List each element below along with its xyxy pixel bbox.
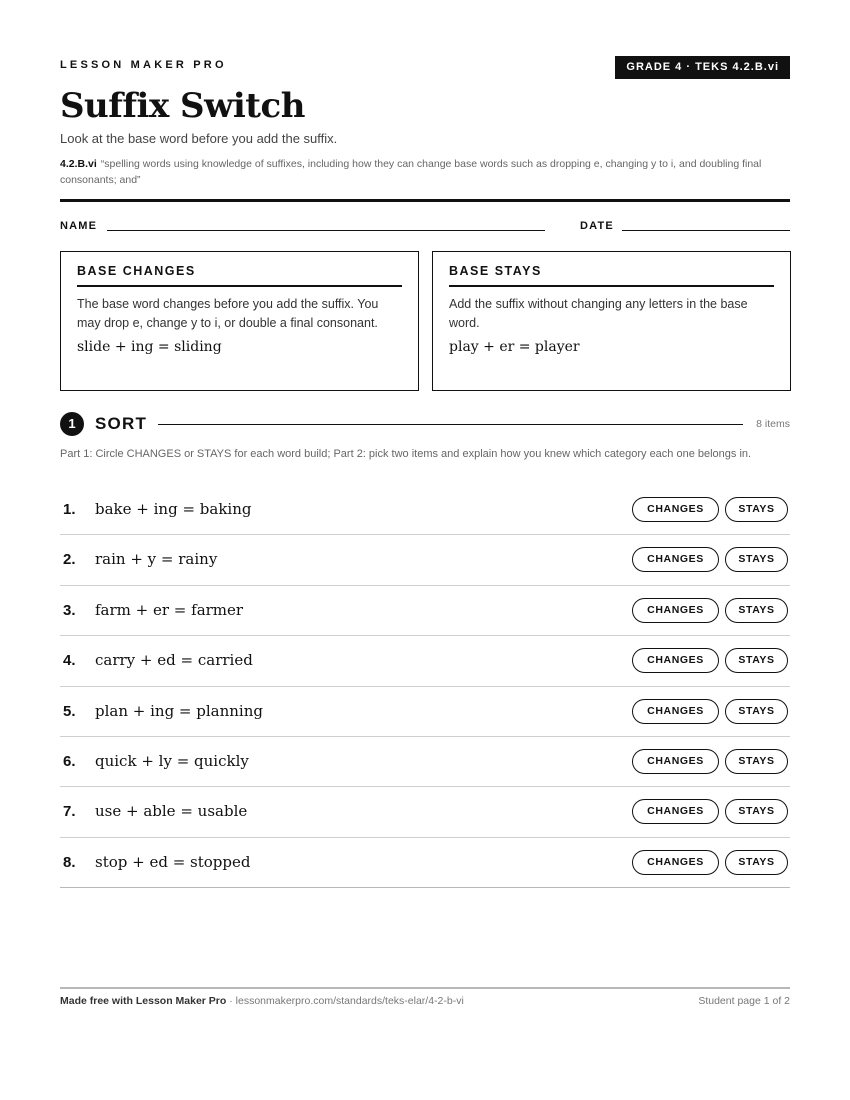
word-build: bake + ing = baking	[95, 500, 252, 518]
item-list	[60, 485, 790, 888]
section-number-badge: 1	[60, 412, 84, 436]
page-number: Student page 1 of 2	[698, 995, 790, 1007]
base-changes-description: The base word changes before you add the suffix. You may drop e, change y to i, or double a final consonant.	[77, 297, 379, 330]
item-number: 6.	[63, 752, 76, 770]
item-number: 5.	[63, 702, 76, 720]
changes-option[interactable]: CHANGES	[632, 799, 719, 824]
stays-option[interactable]: STAYS	[725, 648, 788, 673]
stays-option[interactable]: STAYS	[725, 699, 788, 724]
list-item	[60, 737, 790, 787]
standard-code: 4.2.B.vi	[60, 158, 97, 170]
stays-option[interactable]: STAYS	[725, 598, 788, 623]
word-build: farm + er = farmer	[95, 600, 244, 619]
base-changes-example: slide + ing = sliding	[77, 339, 222, 355]
word-build: carry + ed = carried	[95, 651, 253, 670]
footer	[60, 995, 790, 1007]
word-build: stop + ed = stopped	[95, 852, 251, 871]
date-field[interactable]	[622, 230, 790, 231]
base-stays-example: play + er = player	[449, 339, 580, 355]
changes-option[interactable]: CHANGES	[632, 850, 719, 875]
list-item	[60, 838, 790, 888]
stays-option[interactable]: STAYS	[725, 799, 788, 824]
word-build: use + able = usable	[95, 802, 248, 821]
changes-option[interactable]: CHANGES	[632, 547, 719, 572]
item-count: 8 items	[756, 418, 790, 430]
sort-instructions: Part 1: Circle CHANGES or STAYS for each word build; Part 2: pick two items and explain how you knew which category each one belongs in.	[60, 448, 752, 460]
page-subtitle: Look at the base word before you add the suffix.	[60, 131, 338, 146]
base-stays-box	[432, 251, 791, 391]
item-number: 8.	[63, 853, 76, 871]
date-label: DATE	[580, 220, 614, 232]
standard-text	[60, 156, 780, 188]
list-item	[60, 485, 790, 535]
page-title: Suffix Switch	[60, 86, 305, 126]
header-divider	[60, 199, 790, 202]
worksheet-page	[60, 0, 790, 1100]
footer-url: · lessonmakerpro.com/standards/teks-elar/4-2-b-vi	[226, 995, 464, 1007]
list-item	[60, 687, 790, 737]
word-build: quick + ly = quickly	[95, 751, 249, 770]
list-item	[60, 636, 790, 686]
base-stays-description: Add the suffix without changing any letters in the base word.	[449, 297, 748, 330]
base-changes-title: BASE CHANGES	[77, 264, 402, 287]
changes-option[interactable]: CHANGES	[632, 648, 719, 673]
footer-divider	[60, 987, 790, 989]
list-item	[60, 535, 790, 585]
list-item	[60, 787, 790, 837]
name-label: NAME	[60, 220, 98, 232]
brand-name: LESSON MAKER PRO	[60, 59, 227, 71]
standard-quote: “spelling words using knowledge of suffixes, including how they can change base words such as dropping e, changing y to i, and doubling final consonants; and”	[60, 158, 762, 186]
changes-option[interactable]: CHANGES	[632, 749, 719, 774]
section-title: SORT	[95, 414, 148, 433]
item-number: 2.	[63, 551, 76, 569]
grade-badge: GRADE 4 · TEKS 4.2.B.vi	[615, 56, 790, 79]
word-build: rain + y = rainy	[95, 550, 218, 569]
base-stays-title: BASE STAYS	[449, 264, 774, 287]
item-number: 3.	[63, 601, 76, 619]
footer-credit: Made free with Lesson Maker Pro	[60, 995, 227, 1007]
item-number: 4.	[63, 652, 76, 670]
stays-option[interactable]: STAYS	[725, 497, 788, 522]
item-number: 7.	[63, 803, 76, 821]
sort-section-header	[60, 411, 790, 435]
changes-option[interactable]: CHANGES	[632, 699, 719, 724]
base-changes-box	[60, 251, 419, 391]
name-field[interactable]	[107, 230, 545, 231]
section-divider	[158, 424, 743, 425]
stays-option[interactable]: STAYS	[725, 547, 788, 572]
changes-option[interactable]: CHANGES	[632, 598, 719, 623]
stays-option[interactable]: STAYS	[725, 749, 788, 774]
word-build: plan + ing = planning	[95, 701, 263, 720]
item-number: 1.	[63, 501, 76, 518]
changes-option[interactable]: CHANGES	[632, 497, 719, 522]
list-item	[60, 586, 790, 636]
stays-option[interactable]: STAYS	[725, 850, 788, 875]
name-date-row	[60, 220, 790, 236]
header	[60, 56, 790, 80]
